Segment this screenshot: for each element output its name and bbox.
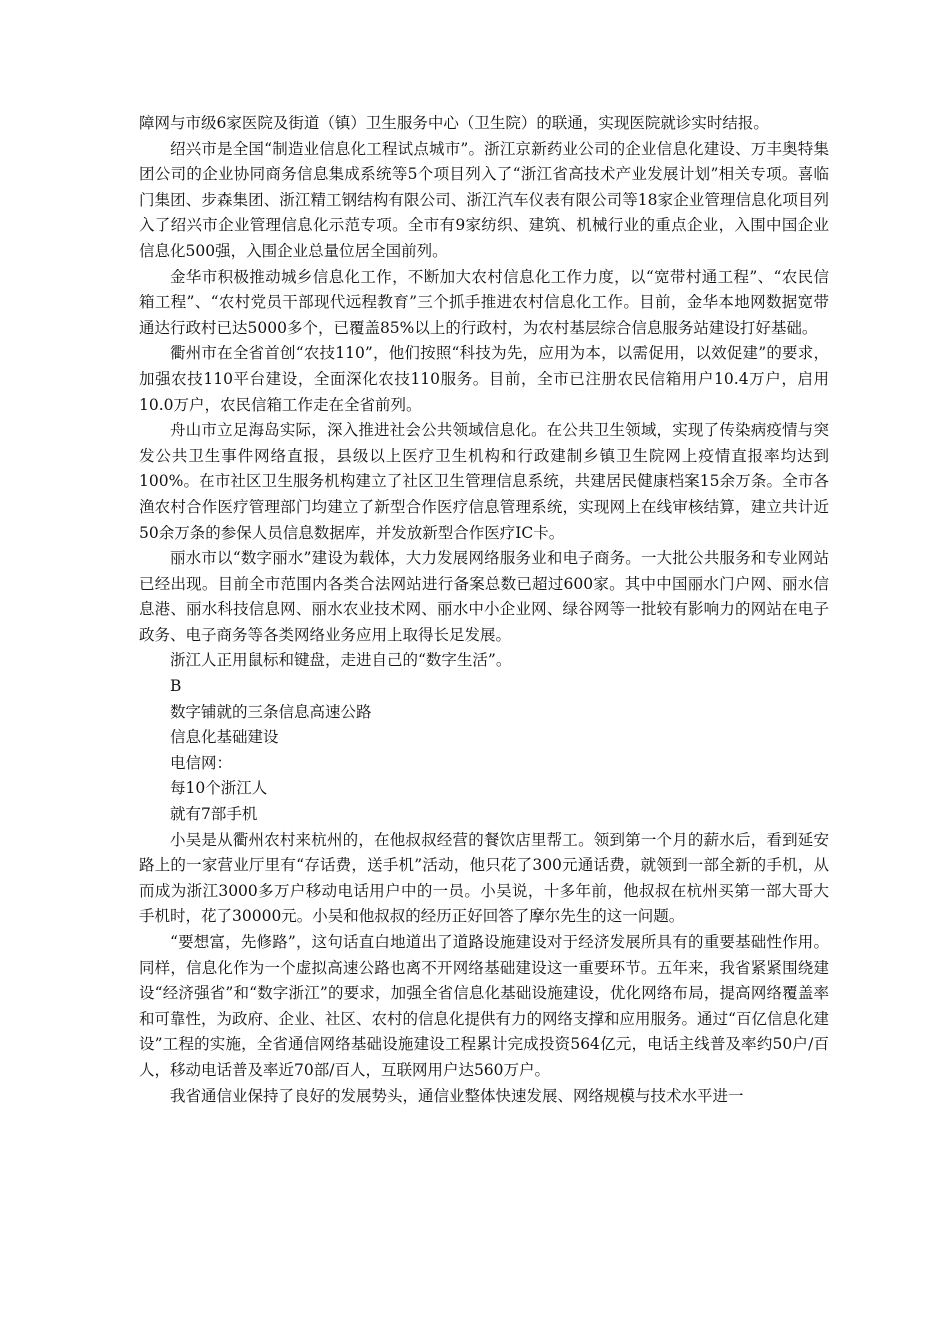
paragraph-lishui: 丽水市以“数字丽水”建设为载体，大力发展网络服务业和电子商务。一大批公共服务和专业网站已经出现。目前全市范围内各类合法网站进行备案总数已超过600家。其中中国丽水门户网、丽水信息港、丽水科技信息网、丽水农业技术网、丽水中小企业网、绿谷网等一批较有影响力的网站在电子政务、电子商务等各类网络业务应用上取得长足发展。 [139,549,829,644]
paragraph-shaoxing: 绍兴市是全国“制造业信息化工程试点城市”。浙江京新药业公司的企业信息化建设、万丰奥特集团公司的企业协同商务信息集成系统等5个项目列入了“浙江省高技术产业发展计划”相关专项。喜临门集团、步森集团、浙江精工钢结构有限公司、浙江汽车仪表有限公司等18家企业管理信息化项目列入了绍兴市企业管理信息化示范专项。全市有9家纺织、建筑、机械行业的重点企业，入围中国企业信息化500强，入围企业总量位居全国前列。 [139,139,829,260]
section-subtitle: 信息化基础建设 [170,728,279,747]
paragraph-xiaowu: 小吴是从衢州农村来杭州的，在他叔叔经营的餐饮店里帮工。领到第一个月的薪水后，看到延安路上的一家营业厅里有“存话费，送手机”活动，他只花了300元通话费，就领到一部全新的手机，从而成为浙江3000多万户移动电话用户中的一员。小吴说，十多年前，他叔叔在杭州买第一部大哥大手机时，花了30000元。小吴和他叔叔的经历正好回答了摩尔先生的这一问题。 [139,830,829,926]
paragraph-telecom: 我省通信业保持了良好的发展势头，通信业整体快速发展、网络规模与技术水平进一 [170,1086,744,1105]
section-letter: B [170,677,182,696]
subsection-heading: 电信网： [170,753,233,772]
paragraph-infrastructure: “要想富，先修路”，这句话直白地道出了道路设施建设对于经济发展所具有的重要基础性作用。同样，信息化作为一个虚拟高速公路也离不开网络基础建设这一重要环节。五年来，我省紧紧围绕建设“经济强省”和“数字浙江”的要求，加强全省信息化基础设施建设，优化网络布局，提高网络覆盖率和可靠性，为政府、企业、社区、农村的信息化提供有力的网络支撑和应用服务。通过“百亿信息化建设”工程的实施，全省通信网络基础设施建设工程累计完成投资564亿元，电话主线普及率约50户/百人，移动电话普及率近70部/百人，互联网用户达560万户。 [139,933,829,1079]
section-title: 数字铺就的三条信息高速公路 [170,702,372,721]
document-body [139,111,829,1109]
paragraph-quzhou: 衢州市在全省首创“农技110”，他们按照“科技为先，应用为本，以需促用，以效促建”的要求，加强农技110平台建设，全面深化农技110服务。目前，全市已注册农民信箱用户10.4万户，启用10.0万户，农民信箱工作走在全省前列。 [139,344,829,414]
paragraph-continuation: 障网与市级6家医院及街道（镇）卫生服务中心（卫生院）的联通，实现医院就诊实时结报。 [139,114,769,132]
subsection-line-2: 就有7部手机 [170,805,258,824]
paragraph-digital-life: 浙江人正用鼠标和键盘，走进自己的“数字生活”。 [170,651,512,670]
subsection-line-1: 每10个浙江人 [170,779,268,798]
paragraph-jinhua: 金华市积极推动城乡信息化工作，不断加大农村信息化工作力度，以“宽带村通工程”、“农民信箱工程”、“农村党员干部现代远程教育”三个抓手推进农村信息化工作。目前，金华本地网数据宽带通达行政村已达5000多个，已覆盖85%以上的行政村，为农村基层综合信息服务站建设打好基础。 [139,267,829,337]
paragraph-zhoushan: 舟山市立足海岛实际，深入推进社会公共领域信息化。在公共卫生领域，实现了传染病疫情与突发公共卫生事件网络直报，县级以上医疗卫生机构和行政建制乡镇卫生院网上疫情直报率均达到100%。在市社区卫生服务机构建立了社区卫生管理信息系统，共建居民健康档案15余万条。全市各渔农村合作医疗管理部门均建立了新型合作医疗信息管理系统，实现网上在线审核结算，建立共计近50余万条的参保人员信息数据库，并发放新型合作医疗IC卡。 [139,421,829,542]
